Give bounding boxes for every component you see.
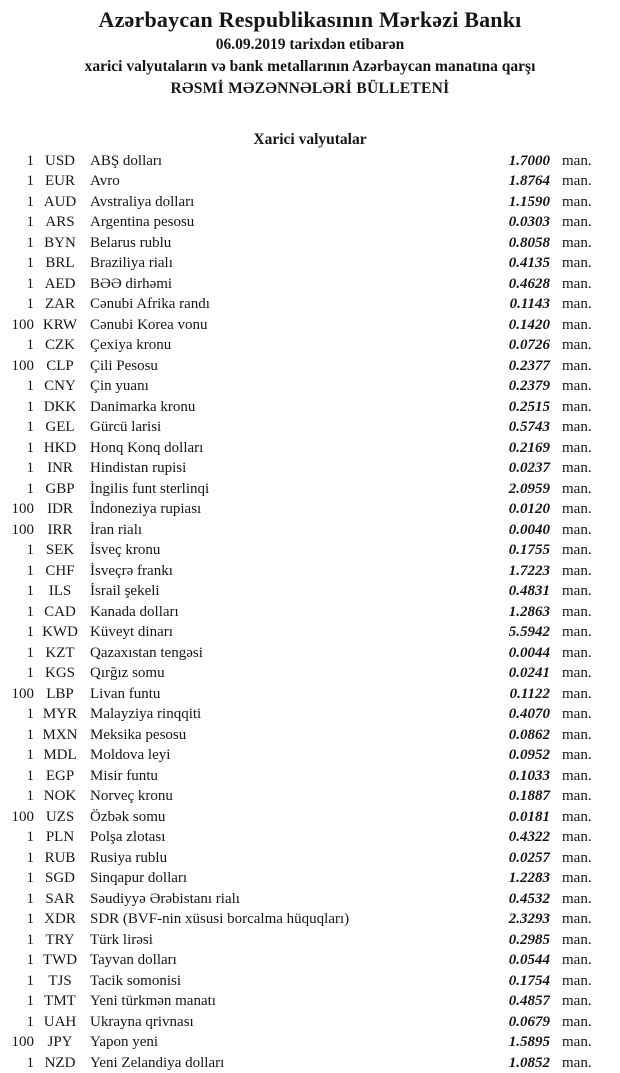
unit-label: man. (562, 644, 592, 661)
currency-quantity: 1 (26, 911, 34, 928)
currency-row (0, 172, 620, 193)
currency-quantity: 1 (26, 193, 34, 210)
currency-quantity: 1 (26, 747, 34, 764)
currency-row (0, 725, 620, 746)
currency-row (0, 500, 620, 521)
rate-value: 0.0952 (508, 747, 550, 764)
unit-label: man. (562, 1013, 592, 1030)
currency-quantity: 1 (26, 890, 34, 907)
currency-row (0, 418, 620, 439)
currency-code: BYN (44, 234, 76, 251)
unit-label: man. (562, 665, 592, 682)
rate-value: 0.0257 (508, 849, 550, 866)
currency-row (0, 438, 620, 459)
currency-quantity: 1 (26, 542, 34, 559)
currency-quantity: 1 (26, 419, 34, 436)
currency-quantity: 100 (11, 316, 34, 333)
currency-quantity: 1 (26, 993, 34, 1010)
unit-label: man. (562, 931, 592, 948)
rate-value: 0.5743 (508, 419, 550, 436)
rate-value: 0.0862 (508, 726, 550, 743)
currency-name: İndoneziya rupiası (90, 501, 202, 518)
currency-name: Ukrayna qrivnası (90, 1013, 194, 1030)
currency-name: Özbək somu (90, 808, 166, 825)
currency-row (0, 336, 620, 357)
unit-label: man. (562, 808, 592, 825)
currency-name: Cənubi Korea vonu (90, 316, 208, 333)
rate-value: 0.2985 (508, 931, 550, 948)
currency-name: Argentina pesosu (90, 214, 195, 231)
rate-value: 0.0044 (508, 644, 550, 661)
currency-name: Çin yuanı (90, 378, 149, 395)
currency-code: TJS (48, 972, 72, 989)
currency-code: GEL (45, 419, 75, 436)
currency-name: Səudiyyə Ərəbistanı rialı (90, 890, 240, 907)
unit-label: man. (562, 685, 592, 702)
currency-name: Sinqapur dolları (90, 870, 188, 887)
rate-value: 0.0726 (508, 337, 550, 354)
rate-value: 2.3293 (508, 911, 550, 928)
unit-label: man. (562, 849, 592, 866)
currency-row (0, 1033, 620, 1054)
currency-code: NOK (43, 788, 77, 805)
currency-name: Yeni Zelandiya dolları (90, 1054, 225, 1071)
currency-quantity: 1 (26, 603, 34, 620)
rate-value: 0.0303 (508, 214, 550, 231)
unit-label: man. (562, 788, 592, 805)
unit-label: man. (562, 378, 592, 395)
currency-code: UAH (43, 1013, 77, 1030)
currency-quantity: 1 (26, 234, 34, 251)
currency-row (0, 274, 620, 295)
currency-row (0, 766, 620, 787)
unit-label: man. (562, 152, 592, 169)
rate-value: 2.0959 (508, 480, 550, 497)
unit-label: man. (562, 337, 592, 354)
currency-row (0, 520, 620, 541)
currency-quantity: 1 (26, 378, 34, 395)
currency-name: Çexiya kronu (90, 337, 172, 354)
currency-name: Rusiya rublu (90, 849, 168, 866)
currency-name: Cənubi Afrika randı (90, 296, 210, 313)
currency-name: ABŞ dolları (90, 152, 163, 169)
currency-code: KZT (45, 644, 75, 661)
unit-label: man. (562, 972, 592, 989)
currency-code: USD (44, 152, 75, 169)
currency-row (0, 992, 620, 1013)
rate-value: 0.0181 (508, 808, 550, 825)
unit-label: man. (562, 439, 592, 456)
currency-code: IDR (47, 501, 73, 518)
currency-name: Kanada dolları (90, 603, 179, 620)
rate-value: 0.0679 (508, 1013, 550, 1030)
currency-row (0, 295, 620, 316)
currency-code: MDL (43, 747, 77, 764)
currency-code: CAD (44, 603, 76, 620)
unit-label: man. (562, 214, 592, 231)
rate-value: 1.5895 (508, 1034, 550, 1051)
currency-code: KGS (44, 665, 75, 682)
currency-row (0, 664, 620, 685)
unit-label: man. (562, 398, 592, 415)
currency-row (0, 705, 620, 726)
unit-label: man. (562, 1034, 592, 1051)
currency-code: JPY (47, 1034, 73, 1051)
currency-name: Avro (90, 173, 120, 190)
currency-name: Tayvan dolları (90, 952, 177, 969)
unit-label: man. (562, 747, 592, 764)
currency-name: Moldova leyi (90, 747, 171, 764)
rate-value: 1.1590 (508, 193, 550, 210)
currency-name: Malayziya rinqqiti (90, 706, 202, 723)
currency-quantity: 100 (11, 808, 34, 825)
currency-name: İran rialı (90, 521, 143, 538)
currency-code: CHF (45, 562, 75, 579)
currency-row (0, 1053, 620, 1073)
rate-value: 0.1122 (509, 685, 550, 702)
rate-value: 0.4135 (508, 255, 550, 272)
rate-value: 0.4322 (508, 829, 550, 846)
unit-label: man. (562, 562, 592, 579)
unit-label: man. (562, 870, 592, 887)
currency-code: XDR (44, 911, 76, 928)
currency-quantity: 100 (11, 1034, 34, 1051)
currency-row (0, 233, 620, 254)
currency-code: UZS (45, 808, 75, 825)
rate-value: 0.4628 (508, 275, 550, 292)
currency-code: CNY (44, 378, 76, 395)
rate-value: 1.7223 (508, 562, 550, 579)
currency-code: AED (44, 275, 76, 292)
unit-label: man. (562, 521, 592, 538)
currency-name: Küveyt dinarı (90, 624, 173, 641)
unit-label: man. (562, 419, 592, 436)
currency-row (0, 971, 620, 992)
unit-label: man. (562, 993, 592, 1010)
rate-value: 0.4070 (508, 706, 550, 723)
currency-code: TWD (42, 952, 78, 969)
currency-code: PLN (45, 829, 75, 846)
rate-value: 1.8764 (508, 173, 550, 190)
currency-quantity: 1 (26, 337, 34, 354)
document-header (0, 0, 620, 100)
currency-quantity: 1 (26, 726, 34, 743)
currency-row (0, 397, 620, 418)
currency-code: TMT (44, 993, 76, 1010)
currency-code: ARS (45, 214, 75, 231)
currency-name: İsrail şekeli (90, 583, 160, 600)
currency-name: Polşa zlotası (90, 829, 166, 846)
currency-quantity: 1 (26, 952, 34, 969)
currency-row (0, 192, 620, 213)
currency-quantity: 1 (26, 665, 34, 682)
currency-name: SDR (BVF-nin xüsusi borcalma hüquqları) (90, 911, 350, 928)
unit-label: man. (562, 726, 592, 743)
currency-code: GBP (45, 480, 75, 497)
currency-row (0, 807, 620, 828)
currency-quantity: 1 (26, 214, 34, 231)
currency-name: İsveçrə frankı (90, 562, 173, 579)
currency-quantity: 100 (11, 501, 34, 518)
currency-code: CZK (45, 337, 75, 354)
currency-code: MXN (42, 726, 78, 743)
rate-value: 0.2169 (508, 439, 550, 456)
unit-label: man. (562, 952, 592, 969)
rate-value: 1.0852 (508, 1054, 550, 1071)
currency-quantity: 1 (26, 173, 34, 190)
currency-name: Danimarka kronu (90, 398, 196, 415)
currency-name: Livan funtu (90, 685, 161, 702)
unit-label: man. (562, 706, 592, 723)
currency-row (0, 315, 620, 336)
currency-row (0, 951, 620, 972)
unit-label: man. (562, 275, 592, 292)
currency-name: Qırğız somu (90, 665, 165, 682)
currency-rate-table (0, 151, 620, 1073)
unit-label: man. (562, 829, 592, 846)
currency-quantity: 100 (11, 521, 34, 538)
currency-quantity: 1 (26, 870, 34, 887)
currency-row (0, 787, 620, 808)
currency-quantity: 100 (11, 357, 34, 374)
currency-row (0, 254, 620, 275)
unit-label: man. (562, 255, 592, 272)
rate-value: 0.2379 (508, 378, 550, 395)
currency-row (0, 910, 620, 931)
currency-name: Türk lirəsi (90, 931, 153, 948)
currency-code: ZAR (45, 296, 75, 313)
currency-name: Meksika pesosu (90, 726, 187, 743)
currency-quantity: 1 (26, 767, 34, 784)
unit-label: man. (562, 583, 592, 600)
currency-row (0, 377, 620, 398)
currency-row (0, 1012, 620, 1033)
currency-quantity: 1 (26, 460, 34, 477)
currency-row (0, 869, 620, 890)
unit-label: man. (562, 234, 592, 251)
bank-name-title: Azərbaycan Respublikasının Mərkəzi Bankı (98, 7, 522, 32)
currency-row (0, 479, 620, 500)
currency-name: Hindistan rupisi (90, 460, 187, 477)
currency-quantity: 1 (26, 972, 34, 989)
rate-value: 0.1754 (508, 972, 550, 989)
currency-code: LBP (46, 685, 74, 702)
rate-value: 0.8058 (508, 234, 550, 251)
currency-quantity: 1 (26, 255, 34, 272)
currency-quantity: 100 (11, 685, 34, 702)
rate-value: 0.1420 (508, 316, 550, 333)
currency-name: Qazaxıstan tengəsi (90, 644, 203, 661)
rate-value: 1.2283 (508, 870, 550, 887)
currency-quantity: 1 (26, 849, 34, 866)
currency-name: Çili Pesosu (90, 357, 158, 374)
unit-label: man. (562, 357, 592, 374)
currency-code: MYR (42, 706, 78, 723)
currency-code: INR (47, 460, 73, 477)
currency-row (0, 643, 620, 664)
section-title-foreign-currencies: Xarici valyutalar (253, 131, 367, 148)
currency-row (0, 356, 620, 377)
currency-name: Tacik somonisi (90, 972, 182, 989)
currency-code: HKD (43, 439, 77, 456)
unit-label: man. (562, 173, 592, 190)
currency-quantity: 1 (26, 1054, 34, 1071)
currency-code: DKK (43, 398, 77, 415)
currency-quantity: 1 (26, 644, 34, 661)
currency-code: TRY (45, 931, 75, 948)
currency-row (0, 582, 620, 603)
currency-code: NZD (44, 1054, 76, 1071)
currency-row (0, 930, 620, 951)
unit-label: man. (562, 480, 592, 497)
currency-quantity: 1 (26, 583, 34, 600)
unit-label: man. (562, 624, 592, 641)
unit-label: man. (562, 316, 592, 333)
currency-row (0, 561, 620, 582)
rate-value: 0.0040 (508, 521, 550, 538)
currency-row (0, 746, 620, 767)
currency-code: KWD (42, 624, 78, 641)
currency-quantity: 1 (26, 152, 34, 169)
currency-quantity: 1 (26, 439, 34, 456)
unit-label: man. (562, 501, 592, 518)
rate-value: 0.2377 (508, 357, 550, 374)
currency-name: Yapon yeni (90, 1034, 159, 1051)
unit-label: man. (562, 193, 592, 210)
currency-code: IRR (47, 521, 73, 538)
currency-quantity: 1 (26, 1013, 34, 1030)
bulletin-title: RƏSMİ MƏZƏNNƏLƏRİ BÜLLETENİ (170, 80, 450, 97)
currency-name: Norveç kronu (90, 788, 173, 805)
currency-quantity: 1 (26, 931, 34, 948)
unit-label: man. (562, 911, 592, 928)
currency-row (0, 151, 620, 172)
unit-label: man. (562, 1054, 592, 1071)
rate-value: 0.0237 (508, 460, 550, 477)
currency-name: İsveç kronu (90, 542, 161, 559)
currency-name: Honq Konq dolları (90, 439, 204, 456)
currency-name: BƏƏ dirhəmi (90, 275, 173, 292)
currency-quantity: 1 (26, 398, 34, 415)
currency-quantity: 1 (26, 706, 34, 723)
rate-value: 1.2863 (508, 603, 550, 620)
currency-quantity: 1 (26, 275, 34, 292)
currency-quantity: 1 (26, 480, 34, 497)
currency-quantity: 1 (26, 788, 34, 805)
currency-code: CLP (46, 357, 74, 374)
currency-code: KRW (42, 316, 78, 333)
rate-value: 0.0544 (508, 952, 550, 969)
currency-row (0, 602, 620, 623)
currency-row (0, 684, 620, 705)
subject-line: xarici valyutaların və bank metallarının Azərbaycan manatına qarşı (84, 58, 536, 75)
currency-name: Avstraliya dolları (90, 193, 195, 210)
currency-code: EUR (45, 173, 75, 190)
effective-date-line: 06.09.2019 tarixdən etibarən (215, 36, 405, 53)
currency-code: BRL (45, 255, 75, 272)
currency-row (0, 828, 620, 849)
currency-code: RUB (44, 849, 76, 866)
currency-row (0, 889, 620, 910)
currency-name: Gürcü larisi (90, 419, 162, 436)
currency-quantity: 1 (26, 829, 34, 846)
currency-code: AUD (43, 193, 77, 210)
unit-label: man. (562, 542, 592, 559)
currency-code: SEK (45, 542, 75, 559)
rate-value: 0.1143 (509, 296, 550, 313)
unit-label: man. (562, 460, 592, 477)
rate-value: 5.5942 (508, 624, 550, 641)
currency-quantity: 1 (26, 624, 34, 641)
rate-value: 0.4857 (508, 993, 550, 1010)
currency-name: Misir funtu (90, 767, 158, 784)
rate-value: 0.2515 (508, 398, 550, 415)
rate-value: 0.0241 (508, 665, 550, 682)
currency-row (0, 459, 620, 480)
unit-label: man. (562, 296, 592, 313)
currency-code: SAR (45, 890, 75, 907)
currency-row (0, 848, 620, 869)
currency-name: Braziliya rialı (90, 255, 173, 272)
rate-value: 0.1755 (508, 542, 550, 559)
currency-row (0, 213, 620, 234)
rate-value: 0.4532 (508, 890, 550, 907)
rate-value: 0.0120 (508, 501, 550, 518)
currency-code: SGD (44, 870, 75, 887)
rate-value: 1.7000 (508, 152, 550, 169)
currency-row (0, 541, 620, 562)
currency-row (0, 623, 620, 644)
rate-value: 0.1887 (508, 788, 550, 805)
currency-name: İngilis funt sterlinqi (90, 480, 210, 497)
currency-code: EGP (45, 767, 75, 784)
currency-quantity: 1 (26, 562, 34, 579)
unit-label: man. (562, 603, 592, 620)
currency-code: ILS (48, 583, 72, 600)
currency-quantity: 1 (26, 296, 34, 313)
unit-label: man. (562, 890, 592, 907)
currency-name: Belarus rublu (90, 234, 172, 251)
currency-name: Yeni türkmən manatı (90, 993, 216, 1010)
rate-value: 0.1033 (508, 767, 550, 784)
unit-label: man. (562, 767, 592, 784)
rate-value: 0.4831 (508, 583, 550, 600)
